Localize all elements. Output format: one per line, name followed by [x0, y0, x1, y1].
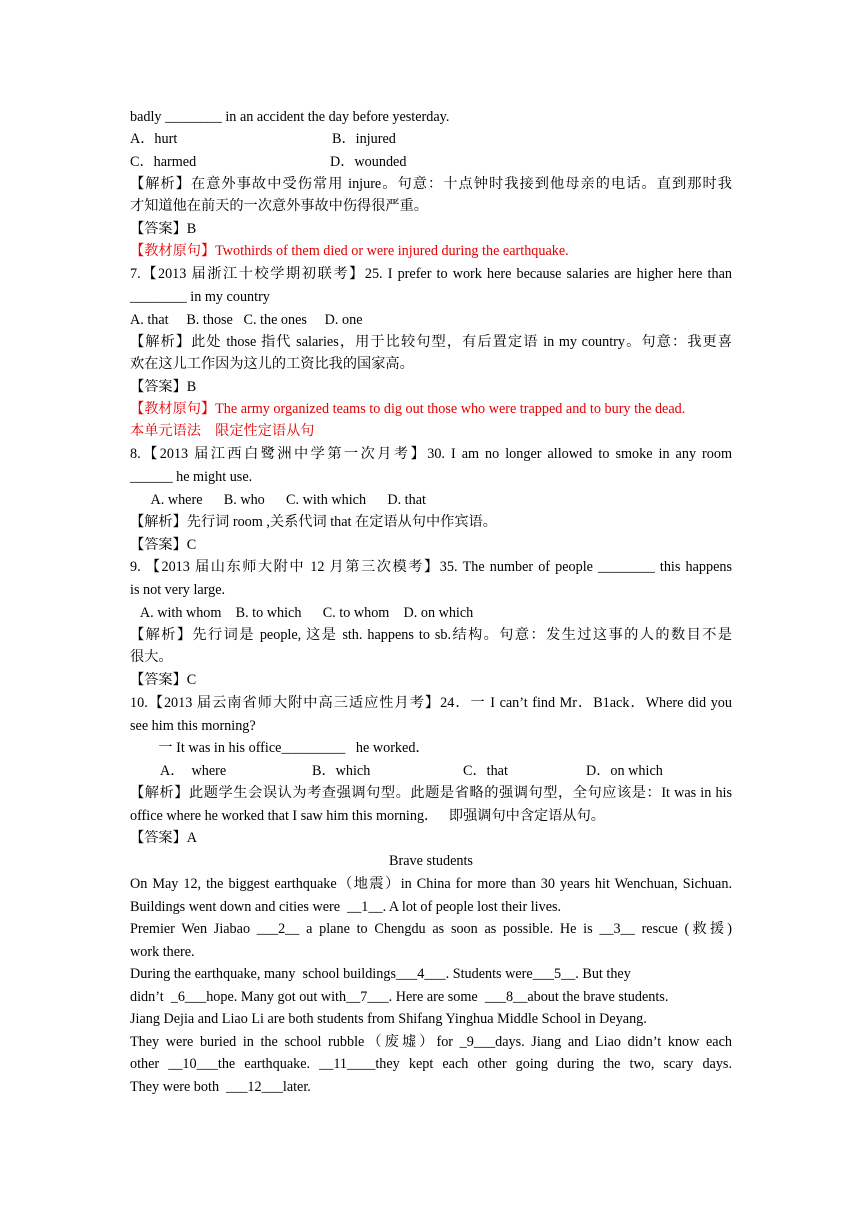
analysis-line: 很大。	[130, 649, 173, 665]
option-a: A． where	[160, 763, 227, 779]
options-line: A. where B. who C. with which D. that	[130, 492, 426, 508]
analysis-line: 【解析】在意外事故中受伤常用 injure。句意：十点钟时我接到他母亲的电话。直到那时我	[130, 176, 732, 192]
passage-line: didn’t _6___hope. Many got out with__7___. Here are some ___8__about the brave students.	[130, 989, 669, 1005]
option-d: D．wounded	[330, 154, 407, 170]
passage-line: Jiang Dejia and Liao Li are both students from Shifang Yinghua Middle School in Deyang.	[130, 1011, 647, 1027]
answer-line: 【答案】A	[130, 830, 197, 846]
analysis-line: 【解析】此题学生会误认为考查强调句型。此题是省略的强调句型，全句应该是：It was in his	[130, 785, 732, 801]
question-line: see him this morning?	[130, 718, 256, 734]
question-line: 8.【2013 届江西白鹭洲中学第一次月考】30. I am no longer allowed to smoke in any room	[130, 446, 732, 462]
option-b: B．which	[312, 763, 371, 779]
text-line: badly ________ in an accident the day before yesterday.	[130, 109, 450, 125]
question-line: 7.【2013 届浙江十校学期初联考】25. I prefer to work here because salaries are higher here than	[130, 266, 732, 282]
option-d: D．on which	[586, 763, 663, 779]
textbook-sentence: 【教材原句】Twothirds of them died or were injured during the earthquake.	[130, 243, 569, 259]
question-line: ______ he might use.	[130, 469, 253, 485]
question-line: 一 It was in his office_________ he worked．	[130, 740, 430, 756]
passage-line: On May 12, the biggest earthquake（地震）in China for more than 30 years hit Wenchuan, Sichuan.	[130, 876, 732, 892]
passage-line: They were both ___12___later.	[130, 1079, 311, 1095]
options-line: A. that B. those C. the ones D. one	[130, 312, 363, 328]
option-c: C．that	[463, 763, 508, 779]
question-line: is not very large.	[130, 582, 226, 598]
question-line: 9. 【2013 届山东师大附中 12 月第三次模考】35. The number of people ________ this happens	[130, 559, 732, 575]
answer-line: 【答案】B	[130, 379, 197, 395]
option-a: A．hurt	[130, 131, 178, 147]
question-line: 10.【2013 届云南省师大附中高三适应性月考】24．一 I can’t find Mr．B1ack．Where did you	[130, 695, 732, 711]
passage-line: They were buried in the school rubble（废墟）for _9___days. Jiang and Liao didn’t know each	[130, 1034, 732, 1050]
textbook-sentence: 【教材原句】The army organized teams to dig out those who were trapped and to bury the dead.	[130, 401, 686, 417]
option-b: B．injured	[332, 131, 396, 147]
passage-line: Buildings went down and cities were __1__. A lot of people lost their lives.	[130, 899, 562, 915]
passage-line: During the earthquake, many school buildings___4___. Students were___5__. But they	[130, 966, 631, 982]
passage-line: Premier Wen Jiabao ___2__ a plane to Chengdu as soon as possible. He is __3__ rescue (救援)	[130, 921, 732, 937]
analysis-line: 【解析】先行词 room ,关系代词 that 在定语从句中作宾语。	[130, 514, 497, 530]
analysis-line: 【解析】此处 those 指代 salaries，用于比较句型，有后置定语 in my country。句意：我更喜	[130, 334, 732, 350]
analysis-line: 【解析】先行词是 people, 这是 sth. happens to sb.结构。句意：发生过这事的人的数目不是	[130, 627, 732, 643]
analysis-line: 欢在这儿工作因为这儿的工资比我的国家高。	[130, 356, 414, 372]
analysis-line: office where he worked that I saw him this morning． 即强调句中含定语从句。	[130, 808, 605, 824]
passage-line: work there.	[130, 944, 195, 960]
passage-title: Brave students	[389, 853, 473, 869]
question-line: ________ in my country	[130, 289, 270, 305]
option-c: C．harmed	[130, 154, 197, 170]
analysis-line: 才知道他在前天的一次意外事故中伤得很严重。	[130, 198, 428, 214]
answer-line: 【答案】C	[130, 537, 197, 553]
options-line: A. with whom B. to which C. to whom D. on which	[130, 605, 474, 621]
answer-line: 【答案】B	[130, 221, 197, 237]
passage-line: other __10___the earthquake. __11____they kept each other going during the two, scary days.	[130, 1056, 732, 1072]
answer-line: 【答案】C	[130, 672, 197, 688]
grammar-heading: 本单元语法 限定性定语从句	[130, 423, 315, 439]
